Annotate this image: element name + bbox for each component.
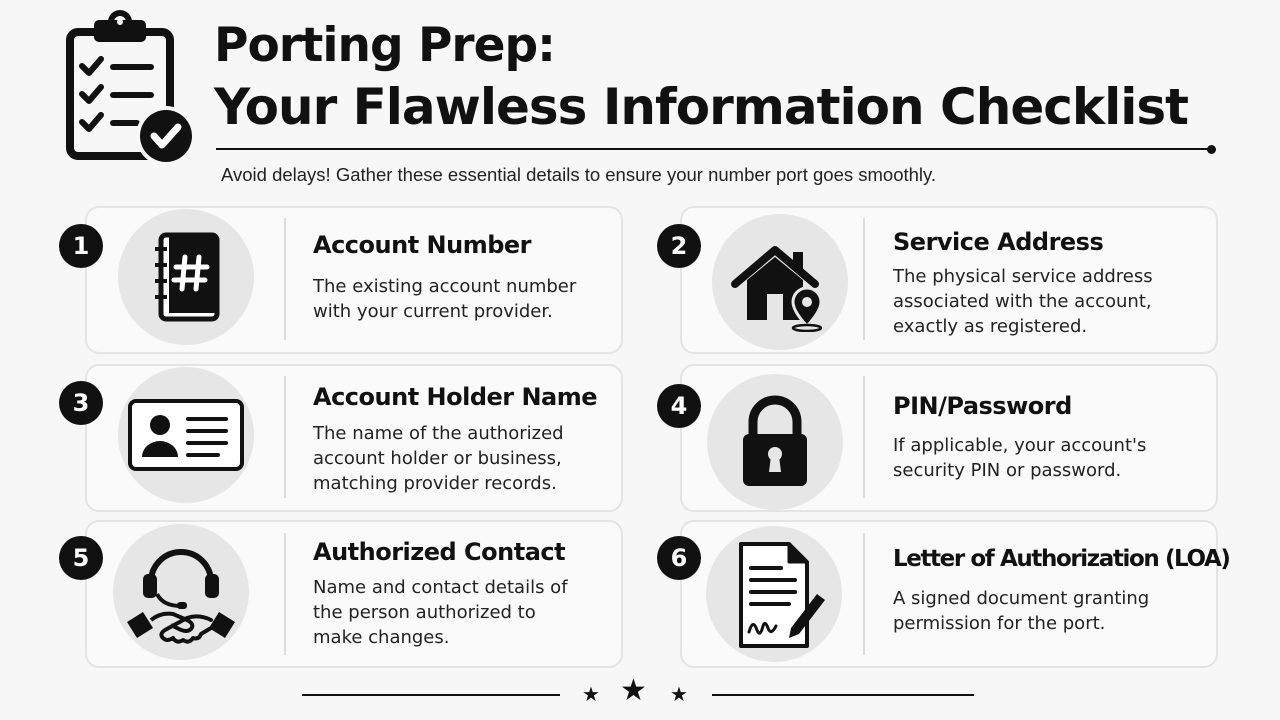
padlock-icon	[735, 392, 815, 492]
item-description: Name and contact details of the person authorized to make changes.	[313, 577, 568, 648]
item-title: Account Number	[313, 231, 531, 259]
item-description: The existing account number with your current provider.	[313, 276, 577, 322]
footer-star-icon: ★	[620, 673, 647, 708]
page-title	[214, 16, 1188, 138]
item-number-badge: 1	[59, 224, 103, 268]
item-title: Authorized Contact	[313, 538, 566, 566]
card-divider	[863, 218, 865, 340]
card-divider	[284, 218, 286, 340]
item-description: If applicable, your account's security PIN or password.	[893, 435, 1147, 481]
icon-circle	[712, 214, 848, 350]
id-card-icon	[126, 395, 246, 475]
title-line-1: Porting Prep:	[214, 18, 555, 73]
card-divider	[863, 376, 865, 498]
footer-rule-right	[712, 694, 974, 696]
item-number-badge: 6	[657, 536, 701, 580]
house-location-pin-icon	[725, 232, 835, 332]
footer-star-icon: ★	[670, 682, 688, 706]
item-title: PIN/Password	[893, 392, 1072, 420]
icon-circle	[118, 367, 254, 503]
icon-circle	[118, 209, 254, 345]
headset-handshake-icon	[121, 532, 241, 652]
footer-rule-left	[302, 694, 560, 696]
title-underline-dot	[1207, 145, 1216, 154]
item-title: Letter of Authorization (LOA)	[893, 546, 1230, 572]
subtitle: Avoid delays! Gather these essential details to ensure your number port goes smoothly.	[221, 164, 937, 185]
item-description: The name of the authorized account holder or business, matching provider records.	[313, 423, 564, 494]
account-book-hash-icon	[141, 227, 231, 327]
footer-star-icon: ★	[582, 682, 600, 706]
card-divider	[284, 533, 286, 655]
item-title: Service Address	[893, 228, 1104, 256]
item-title: Account Holder Name	[313, 383, 598, 411]
item-description: A signed document granting permission for the port.	[893, 588, 1150, 634]
item-number-badge: 4	[657, 384, 701, 428]
item-number-badge: 5	[59, 536, 103, 580]
title-line-2: Your Flawless Information Checklist	[214, 78, 1189, 136]
clipboard-checklist-icon	[62, 8, 198, 168]
item-number-badge: 3	[59, 381, 103, 425]
icon-circle	[707, 374, 843, 510]
title-underline	[216, 148, 1210, 150]
item-number-badge: 2	[657, 224, 701, 268]
card-divider	[284, 376, 286, 498]
item-description: The physical service address associated with the account, exactly as registered.	[893, 266, 1153, 337]
card-divider	[863, 533, 865, 655]
icon-circle	[706, 526, 842, 662]
signed-document-pen-icon	[719, 534, 829, 654]
icon-circle	[113, 524, 249, 660]
